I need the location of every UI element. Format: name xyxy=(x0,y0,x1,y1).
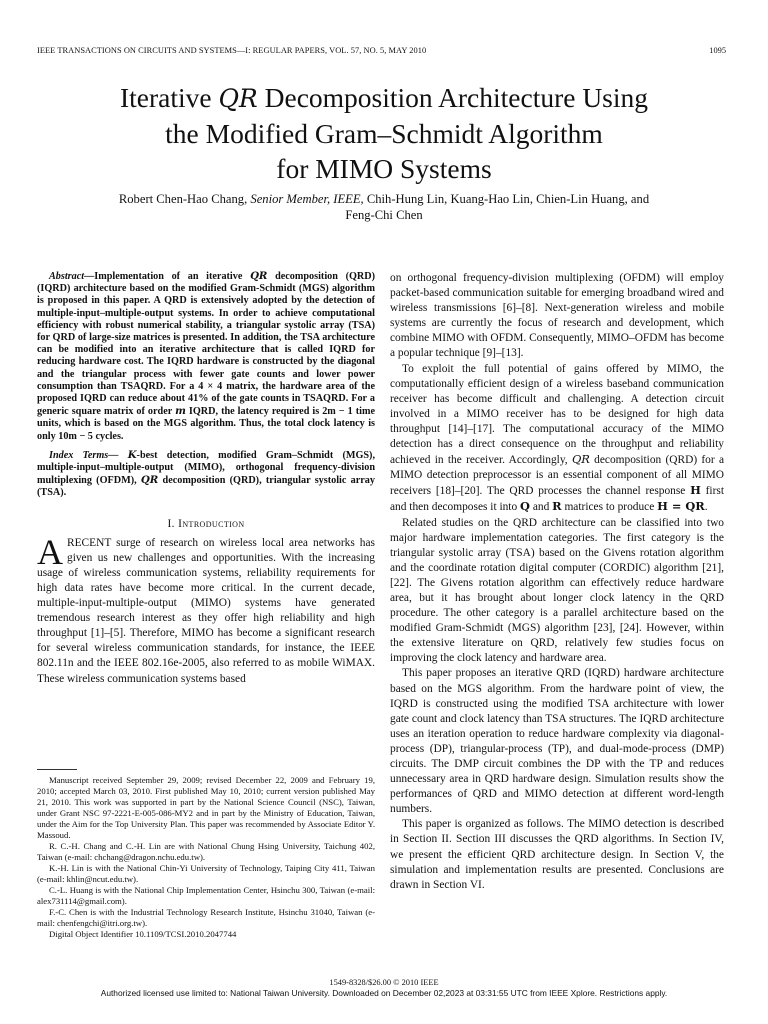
title-line-3: for MIMO Systems xyxy=(276,153,492,184)
footnote-affiliation: K.-H. Lin is with the National Chin-Yi University of Technology, Taiping City 411, Taiwan (e-mail: khlin@ncut.edu.tw). xyxy=(37,863,375,884)
paragraph: This paper is organized as follows. The MIMO detection is described in Section II. Section III discusses the QRD algorithms. In Section IV, we present the efficient QRD architecture design. In Section V, the simulation and implementation results are presented. Conclusions are drawn in Section VI. xyxy=(390,818,724,891)
paragraph: on orthogonal frequency-division multiplexing (OFDM) will employ packet-based communication suitable for emerging broadband wired and wireless transmissions [6]–[8]. Next-generation wireless and mobile systems are currently the focus of research and development, which combine MIMO with OFDM. Consequently, MIMO–OFDM has become a popular technique [9]–[13]. xyxy=(390,272,724,360)
abstract-text: IQRD, the latency required is xyxy=(185,406,323,418)
math-qr: QR xyxy=(250,270,268,282)
title-text: Decomposition Architecture Using xyxy=(257,82,649,113)
license-notice: Authorized licensed use limited to: National Taiwan University. Downloaded on December 02,2023 at 03:31:55 UTC from IEEE Xplore. Restrictions apply. xyxy=(100,988,668,998)
page-number: 1095 xyxy=(709,46,726,55)
math-4x4: 4 × 4 xyxy=(198,380,223,392)
abstract-text: matrix, the hardware area of the proposed IQRD can reduce about 41% of the gate counts in TSAQRD. For a generic square matrix of order xyxy=(37,380,375,418)
math-r: R xyxy=(552,499,562,514)
math-m: m xyxy=(175,405,186,418)
footnote-affiliation: F.-C. Chen is with the Industrial Technology Research Institute, Hsinchu 31040, Taiwan (e-mail: chenfengchi@itri.org.tw). xyxy=(37,907,375,928)
footnote-affiliation: R. C.-H. Chang and C.-H. Lin are with National Chung Hsing University, Taichung 402, Taiwan (e-mail: chchang@dragon.nchu.edu.tw). xyxy=(37,841,375,862)
paragraph-text: . xyxy=(704,501,708,514)
math-qr: QR xyxy=(140,474,159,487)
math-clock-latency: 10m − 5 xyxy=(58,430,93,442)
abstract-text: Implementation of an iterative xyxy=(94,271,251,282)
abstract-text: decomposition (QRD) (IQRD) architecture based on the modified Gram-Schmidt (MGS) algorithm is proposed in this paper. A QRD is extensively adopted by the detection of multiple-input–multiple-output systems. In order to achieve computational efficiency with robust numerical stability, a triangular systolic array (TSA) for QRD of large-size matrices is presented. In addition, the TSA architecture can be modified into an iterative architecture that is called IQRD for reducing hardware cost. The IQRD hardware is constructed by the diagonal and the triangular process with fewer gate counts and lower power consumption than TSAQRD. For a xyxy=(37,271,376,392)
title-math-qr: QR xyxy=(218,84,258,113)
math-h: H xyxy=(690,483,701,498)
title-text: Iterative xyxy=(119,82,219,113)
author-line-1 xyxy=(40,191,728,207)
author-name: Robert Chen-Hao Chang, xyxy=(118,192,248,206)
paragraph: This paper proposes an iterative QRD (IQRD) hardware architecture based on the MGS algorithm. From the hardware point of view, the IQRD is constructed using the modified TSA architecture with lower gate count and clock latency than TSA structures. The IQRD architecture uses an iteration operation to reduce hardware complexity via diagonal-process (DP), triangular-process (TP), and dual-mode-process (DMP) circuits. The DMP circuit combines the DP with the TP and reduces unnecessary area in QRD hardware design. Simulation results show the performances of QRD and MIMO detection at different word-length numbers. xyxy=(390,667,724,816)
index-terms xyxy=(37,449,375,500)
left-column xyxy=(37,270,375,687)
index-terms-label: Index Terms— xyxy=(49,449,119,461)
math-latency: 2m − 1 xyxy=(322,406,353,418)
paragraph-text: matrices to produce xyxy=(561,501,658,514)
index-terms-text: -best detection, modified Gram–Schmidt (MGS), multiple-input–multiple-output (MIMO), orthogonal frequency-division multiplexing (OFDM), xyxy=(37,449,375,487)
title-line-1 xyxy=(30,80,738,116)
footnote-manuscript: Manuscript received September 29, 2009; revised December 22, 2009 and February 19, 2010; accepted March 03, 2010. First published May 10, 2010; current version published May 21, 2010. This work was supported in part by the National Science Council (NSC), Taiwan, under Grant NSC 97-2221-E-005-086-MY2 and in part by the Ministry of Education, Taiwan, under the Aim for the Top University Plan. This paper was recommended by Associate Editor Y. Massoud. xyxy=(37,775,375,840)
paragraph-text: To exploit the full potential of gains offered by MIMO, the computationally efficient design of a wireless baseband communication receiver has become difficult and challenging. A detection circuit involved in a MIMO receiver has to be designed for high data throughput [14]–[17]. The computational accuracy of the MIMO detection has a direct consequence on the throughput and reliability achieved in the receiver. Accordingly, xyxy=(390,362,724,467)
drop-cap: A xyxy=(37,531,63,572)
math-qr: QR xyxy=(571,452,590,467)
footnotes xyxy=(37,775,375,940)
paragraph-text: first and then decomposes it into xyxy=(390,485,724,514)
footnote-divider xyxy=(37,769,77,770)
paragraph: Related studies on the QRD architecture can be classified into two major hardware implementation categories. The first category is the triangular systolic array (TSA) based on the Givens rotation algorithm and the coordinate rotation digital computer (CORDIC) algorithm [21], [22]. The Givens rotation algorithm can effectively reduce hardware area, but it has brought about longer clock latency in the QRD procedure. The other category is a parallel architecture based on the modified Gram-Schmidt (MGS) algorithm [23], [24]. However, within the extensive literature on QRD, relatively few studies focus on improving the clock latency and hardware area. xyxy=(390,516,724,665)
math-q: Q xyxy=(520,499,530,514)
abstract-text: time units, which is based on the MGS algorithm. Thus, the total clock latency is only xyxy=(37,406,375,442)
footnote-affiliation: C.-L. Huang is with the National Chip Implementation Center, Hsinchu 300, Taiwan (e-mail: alex731114@gmail.com). xyxy=(37,885,375,906)
paper-title xyxy=(30,80,738,186)
abstract xyxy=(37,270,375,443)
abstract-text: cycles. xyxy=(92,430,124,442)
math-h-equals-qr: H = QR xyxy=(657,499,705,514)
section-heading: I. Introduction xyxy=(167,517,245,530)
footnote-doi: Digital Object Identifier 10.1109/TCSI.2010.2047744 xyxy=(49,929,237,939)
paragraph xyxy=(390,362,724,516)
math-k: K xyxy=(127,448,137,461)
copyright-code: 1549-8328/$26.00 © 2010 IEEE xyxy=(329,978,439,987)
title-line-2: the Modified Gram–Schmidt Algorithm xyxy=(165,118,603,149)
journal-header: IEEE TRANSACTIONS ON CIRCUITS AND SYSTEMS—I: REGULAR PAPERS, VOL. 57, NO. 5, MAY 2010 xyxy=(37,46,427,55)
author-role: Senior Member, IEEE, xyxy=(250,192,364,206)
intro-paragraph xyxy=(37,531,375,687)
index-terms-text: decomposition (QRD), triangular systolic array (TSA). xyxy=(37,475,375,499)
abstract-label: Abstract— xyxy=(49,271,95,282)
author-list xyxy=(40,191,728,223)
author-line-2: Feng-Chi Chen xyxy=(345,208,423,222)
right-column xyxy=(390,271,724,893)
paragraph-text: decomposition (QRD) for a MIMO detection preprocessor is an essential component of all MIMO receivers [18]–[20]. The QRD processes the channel response xyxy=(390,454,725,498)
paragraph-text: and xyxy=(529,501,553,514)
author-names: Chih-Hung Lin, Kuang-Hao Lin, Chien-Lin Huang, and xyxy=(366,192,650,206)
intro-text: RECENT surge of research on wireless local area networks has given us new challenges and opportunities. With the increasing usage of wireless communication systems, reliability requirements for high data rates have become more critical. In the current decade, multiple-input-multiple-output (MIMO) systems have generated tremendous research interest as they offer high reliability and high throughput [1]–[5]. Therefore, MIMO has become a significant research for several wireless communication standards, for instance, the IEEE 802.11n and the IEEE 802.16e-2005, also referred to as mobile WiMAX. These wireless communication systems based xyxy=(37,536,375,685)
